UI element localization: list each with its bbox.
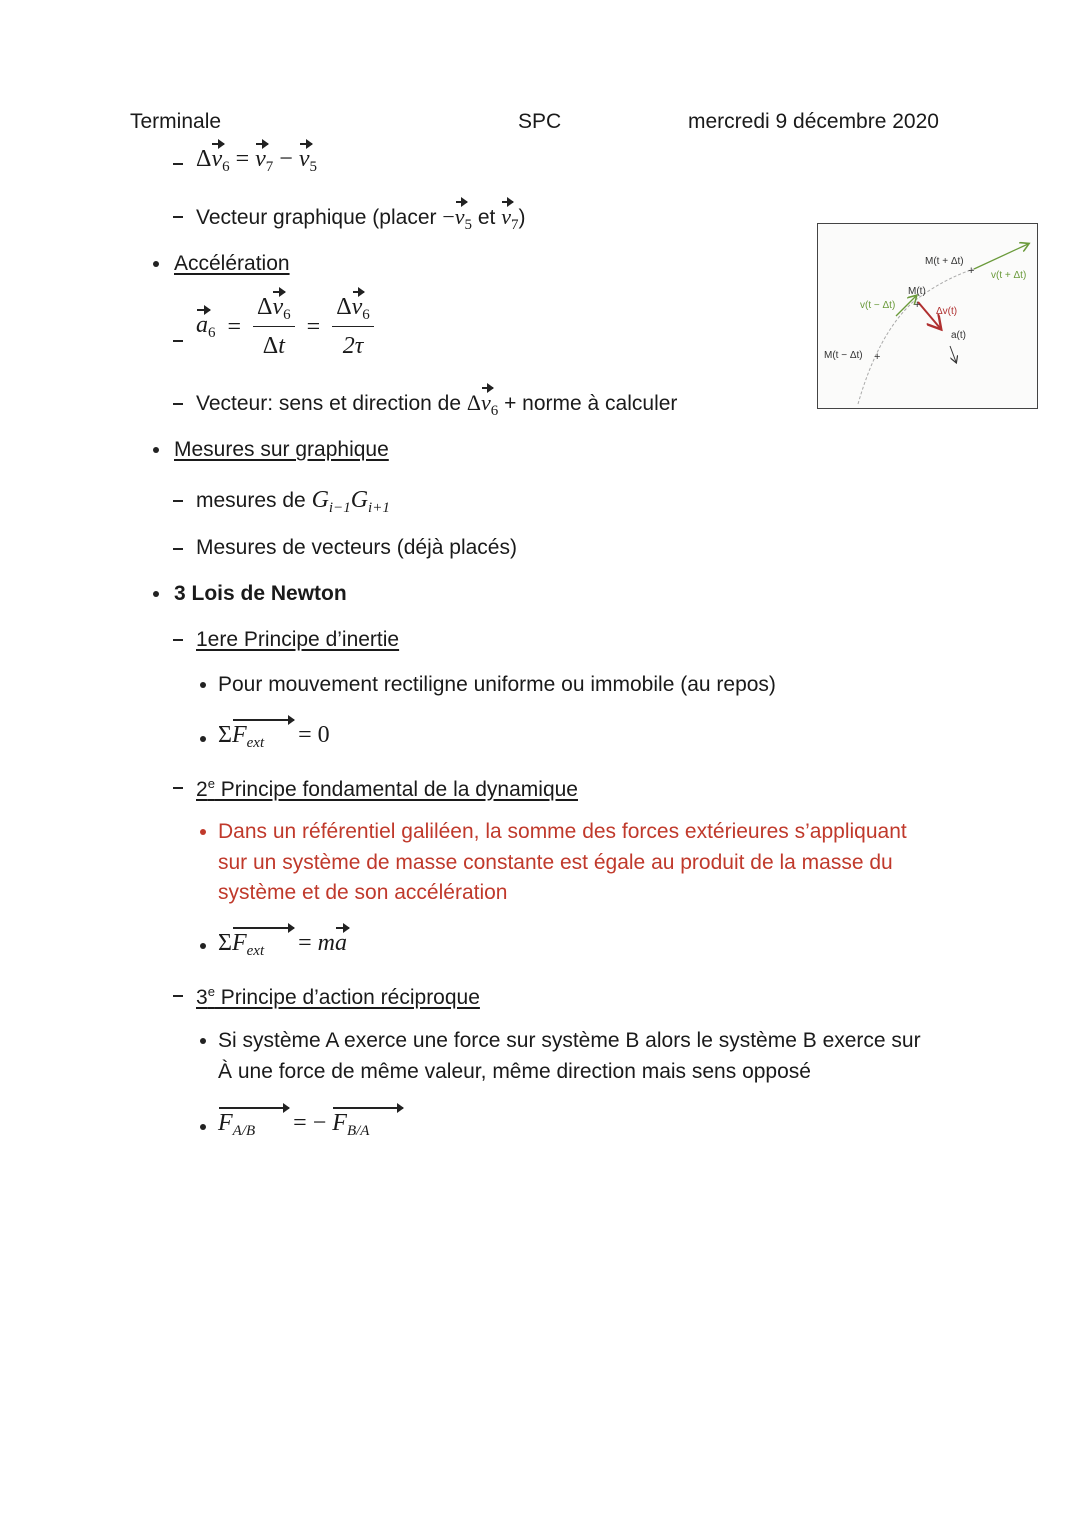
measures-g-line: mesures de $G_{i-1}G_{i+1}$	[196, 487, 390, 516]
vector-graph-line: Vecteur graphique (placer $-v_5$ et $v_7$)	[196, 204, 526, 233]
bullet	[153, 591, 159, 597]
law3-formula: $F_{A/B}$ = − $F_{B/A}$	[218, 1110, 401, 1140]
header-center: SPC	[518, 110, 562, 133]
trajectory-figure	[817, 223, 1038, 409]
dash-marker	[173, 500, 183, 502]
header-date: mercredi 9 décembre 2020	[688, 110, 939, 133]
dash-marker	[173, 403, 183, 405]
law2-title: 2e Principe fondamental de la dynamique	[196, 776, 578, 801]
dash-marker	[173, 163, 183, 165]
law1-text: Pour mouvement rectiligne uniforme ou immobile (au repos)	[218, 673, 776, 696]
section-newton: 3 Lois de Newton	[174, 582, 347, 605]
vector-direction-line: Vecteur: sens et direction de $\Delta v_6$ + norme à calculer	[196, 390, 678, 419]
law3-text-2: À une force de même valeur, même direction mais sens opposé	[218, 1060, 811, 1083]
measures-vectors-line: Mesures de vecteurs (déjà placés)	[196, 536, 517, 559]
velocity-minus-arrow	[896, 296, 916, 316]
law2-text-1: Dans un référentiel galiléen, la somme des forces extérieures s’appliquant	[218, 820, 907, 843]
velocity-plus-arrow	[974, 244, 1028, 269]
section-measures: Mesures sur graphique	[174, 438, 389, 461]
label-m-plus: M(t + Δt)	[925, 256, 964, 267]
header-left: Terminale	[130, 110, 222, 133]
bullet	[200, 1038, 206, 1044]
dash-marker	[173, 639, 183, 641]
dash-marker	[173, 787, 183, 789]
bullet	[200, 736, 206, 742]
law2-text-3: système et de son accélération	[218, 881, 508, 904]
acceleration-arrow	[950, 346, 956, 362]
trajectory-diagram	[818, 224, 1037, 408]
bullet	[200, 1124, 206, 1130]
delta-v6-formula: $\Delta v_6 = v_7 - v_5$	[196, 146, 317, 175]
point-m-plus-marker: +	[968, 265, 975, 277]
label-delta-v: Δv(t)	[936, 306, 958, 317]
bullet	[200, 943, 206, 949]
law3-text-1: Si système A exerce une force sur système B alors le système B exerce sur	[218, 1029, 921, 1052]
dash-marker	[173, 216, 183, 218]
point-m-marker: +	[914, 299, 921, 311]
law3-title: 3e Principe d’action réciproque	[196, 984, 480, 1009]
a6-formula: $a_6$ = $\frac{\Delta v_6}{\Delta t}$ = $\frac{\Delta v_6}{2\tau}$	[196, 294, 374, 360]
law1-title: 1ere Principe d’inertie	[196, 628, 400, 651]
label-v-minus: v(t − Δt)	[860, 300, 896, 311]
bullet	[200, 829, 206, 835]
bullet	[153, 447, 159, 453]
dash-marker	[173, 995, 183, 997]
point-m-minus-marker: +	[874, 351, 881, 363]
label-a: a(t)	[951, 330, 966, 341]
bullet	[153, 261, 159, 267]
dash-marker	[173, 340, 183, 342]
law2-text-2: sur un système de masse constante est égale au produit de la masse du	[218, 851, 893, 874]
dash-marker	[173, 548, 183, 550]
section-acceleration: Accélération	[174, 252, 290, 275]
law2-formula: $\Sigma F_{ext}$ = ma	[218, 930, 348, 959]
bullet	[200, 682, 206, 688]
label-m: M(t)	[908, 286, 926, 297]
label-m-minus: M(t − Δt)	[824, 350, 863, 361]
label-v-plus: v(t + Δt)	[991, 270, 1027, 281]
law1-formula: $\Sigma F_{ext} = 0$	[218, 722, 330, 751]
